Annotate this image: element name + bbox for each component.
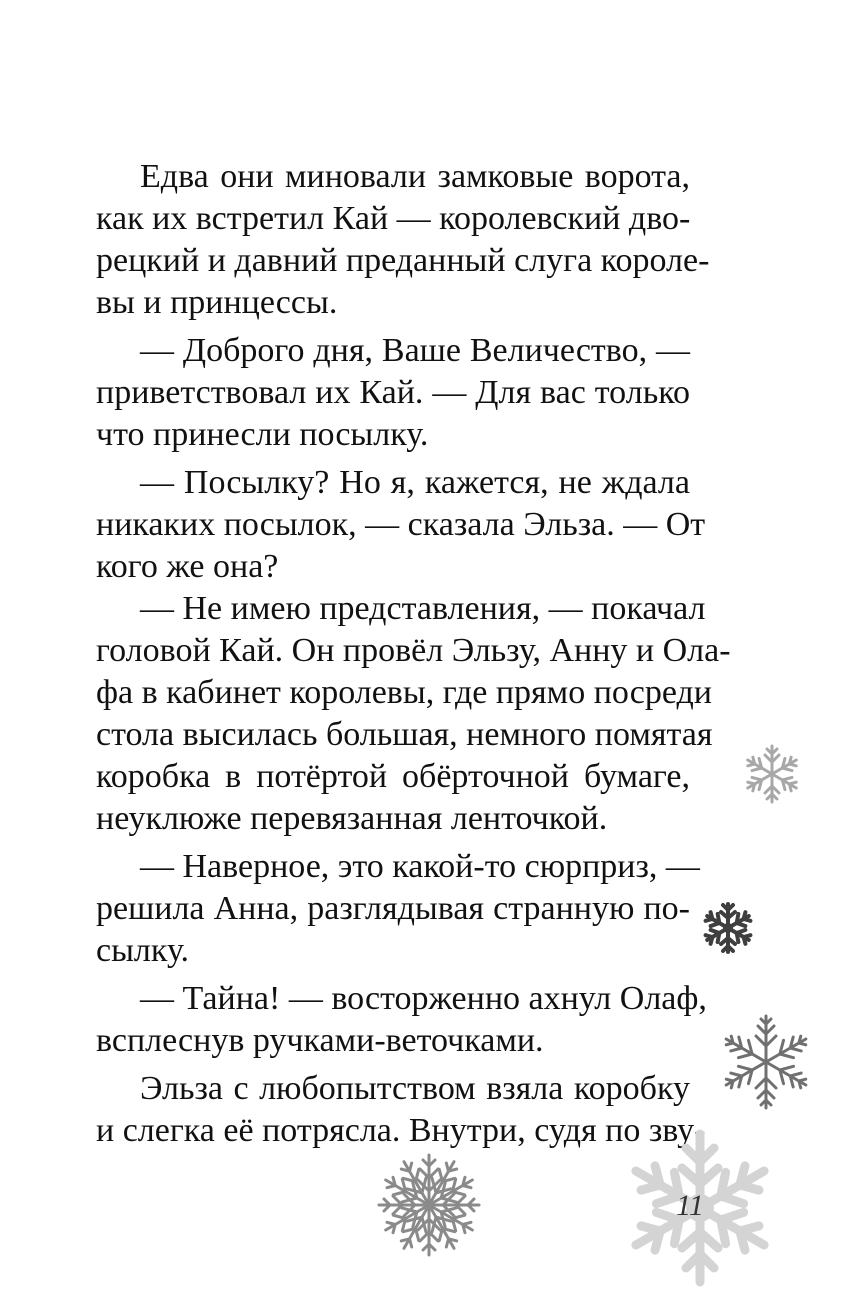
text-line: никаких посылок, — сказала Эльза. — От: [96, 506, 706, 543]
text-line: Едва они миновали замковые ворота,: [140, 158, 690, 195]
text-line: неуклюже перевязанная ленточкой.: [96, 800, 608, 837]
text-line: всплеснув ручками-веточками.: [96, 1022, 544, 1059]
text-line: решила Анна, разглядывая странную по-: [96, 890, 690, 927]
text-line: — Не имею представления, — покачал: [140, 590, 706, 627]
text-line: и слегка её потрясла. Внутри, судя по зву-: [96, 1112, 706, 1149]
snowflake-icon: [374, 1150, 484, 1260]
text-line: приветствовал их Кай. — Для вас только: [96, 374, 690, 411]
text-line: вы и принцессы.: [96, 284, 338, 321]
text-line: — Доброго дня, Ваше Величество, —: [140, 332, 690, 369]
snowflake-icon: [740, 742, 804, 806]
text-line: сылку.: [96, 932, 190, 969]
text-line: — Тайна! — восторженно ахнул Олаф,: [140, 980, 707, 1017]
text-line: что принесли посылку.: [96, 416, 429, 453]
text-line: стола высилась большая, немного помятая: [96, 716, 713, 753]
snowflake-icon: [716, 1012, 816, 1112]
text-line: — Посылку? Но я, кажется, не ждала: [140, 464, 690, 501]
text-line: как их встретил Кай — королевский дво-: [96, 200, 691, 237]
text-line: коробка в потёртой обёрточной бумаге,: [96, 758, 690, 795]
text-line: фа в кабинет королевы, где прямо посреди: [96, 674, 712, 711]
text-line: рецкий и давний преданный слуга короле-: [96, 242, 710, 279]
page-number: 11: [676, 1189, 704, 1222]
snowflake-icon: [700, 900, 756, 956]
text-line: Эльза с любопытством взяла коробку: [140, 1070, 690, 1107]
text-line: кого же она?: [96, 548, 279, 585]
text-line: — Наверное, это какой-то сюрприз, —: [140, 848, 700, 885]
text-line: головой Кай. Он провёл Эльзу, Анну и Ола-: [96, 632, 731, 669]
